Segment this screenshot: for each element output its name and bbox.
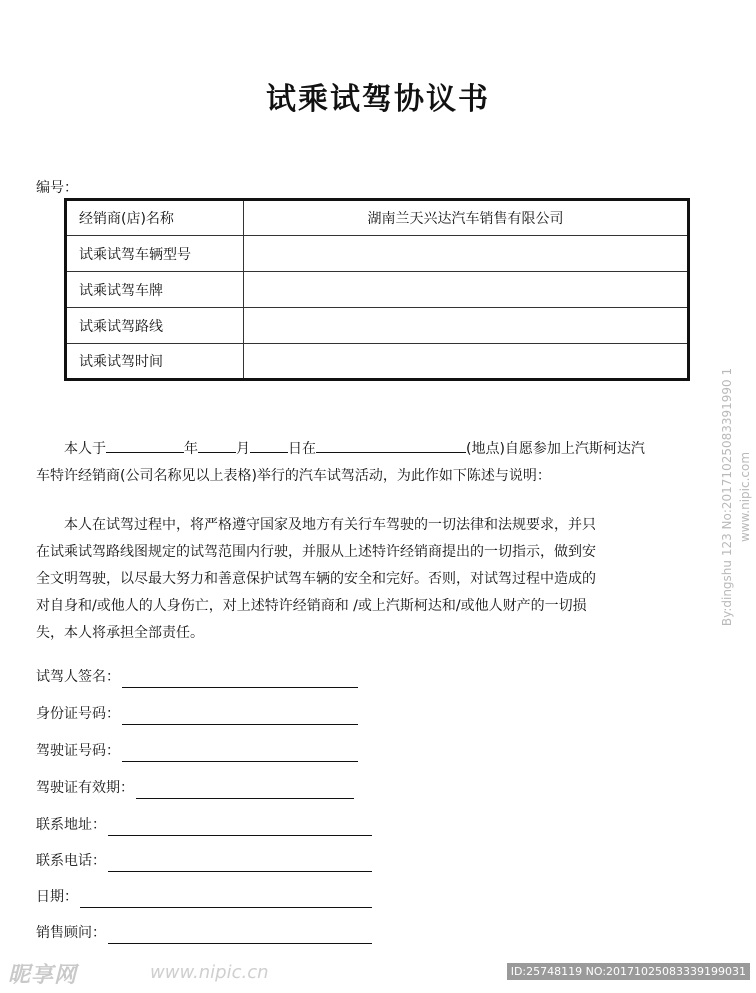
field-label: 驾驶证号码：: [36, 743, 120, 759]
table-value: [244, 272, 689, 308]
statement-paragraph: [36, 436, 726, 490]
table-value: [244, 308, 689, 344]
table-value: [244, 344, 689, 380]
dealer-info-table: [64, 198, 690, 381]
table-label: 经销商(店)名称: [66, 200, 244, 236]
liability-line: 在试乘试驾路线图规定的试驾范围内行驶，并服从上述特许经销商提出的一切指示，做到安: [36, 544, 596, 560]
liability-line: 全文明驾驶，以尽最大努力和善意保护试驾车辆的安全和完好。否则，对试驾过程中造成的: [36, 571, 596, 587]
table-row: [66, 308, 689, 344]
table-value: 湖南兰天兴达汽车销售有限公司: [244, 200, 689, 236]
location-blank: [316, 436, 466, 453]
liability-line: 本人在试驾过程中，将严格遵守国家及地方有关行车驾驶的一切法律和法规要求，并只: [64, 517, 596, 533]
phone-line: [108, 855, 372, 872]
signature-line: [122, 671, 358, 688]
phone-field: [36, 850, 372, 872]
table-row: [66, 200, 689, 236]
sales-advisor-line: [108, 927, 372, 944]
field-label: 身份证号码：: [36, 706, 120, 722]
id-number-line: [122, 708, 358, 725]
field-label: 销售顾问：: [36, 925, 106, 941]
watermark-url: www.nipic.cn: [150, 962, 269, 983]
statement-text: 车特许经销商(公司名称见以上表格)举行的汽车试驾活动，为此作如下陈述与说明：: [36, 468, 551, 484]
serial-number-label: 编号：: [36, 180, 78, 196]
table-label: 试乘试驾时间: [66, 344, 244, 380]
date-field: [36, 886, 372, 908]
license-validity-field: [36, 777, 354, 799]
field-label: 联系电话：: [36, 853, 106, 869]
address-line: [108, 819, 372, 836]
table-row: [66, 236, 689, 272]
day-blank: [250, 436, 288, 453]
statement-text: (地点)自愿参加上汽斯柯达汽: [466, 441, 645, 457]
date-line: [80, 891, 372, 908]
sales-advisor-field: [36, 922, 372, 944]
table-label: 试乘试驾车辆型号: [66, 236, 244, 272]
license-validity-line: [136, 782, 354, 799]
document-title: 试乘试驾协议书: [266, 82, 490, 117]
table-label: 试乘试驾路线: [66, 308, 244, 344]
license-number-line: [122, 745, 358, 762]
license-number-field: [36, 740, 358, 762]
vertical-watermark-site: www.nipic.com: [738, 451, 752, 542]
table-label: 试乘试驾车牌: [66, 272, 244, 308]
liability-line: 对自身和/或他人的人身伤亡，对上述特许经销商和 /或上汽斯柯达和/或他人财产的一切损: [36, 598, 587, 614]
year-blank: [106, 436, 184, 453]
field-label: 驾驶证有效期：: [36, 780, 134, 796]
month-blank: [198, 436, 236, 453]
field-label: 试驾人签名：: [36, 669, 120, 685]
liability-line: 失，本人将承担全部责任。: [36, 625, 204, 641]
field-label: 日期：: [36, 889, 78, 905]
watermark-logo: 昵享网: [8, 963, 78, 988]
address-field: [36, 814, 372, 836]
statement-text: 日在: [288, 441, 316, 457]
watermark-id: ID:25748119 NO:20171025083339199031: [507, 963, 750, 980]
statement-text: 年: [184, 441, 198, 457]
vertical-watermark: By:dingshu 123 No:20171025083391990 1: [720, 367, 734, 626]
liability-paragraph: [36, 512, 726, 647]
table-row: [66, 344, 689, 380]
field-label: 联系地址：: [36, 817, 106, 833]
statement-text: 本人于: [64, 441, 106, 457]
id-number-field: [36, 703, 358, 725]
signature-field: [36, 666, 358, 688]
table-value: [244, 236, 689, 272]
table-row: [66, 272, 689, 308]
statement-text: 月: [236, 441, 250, 457]
